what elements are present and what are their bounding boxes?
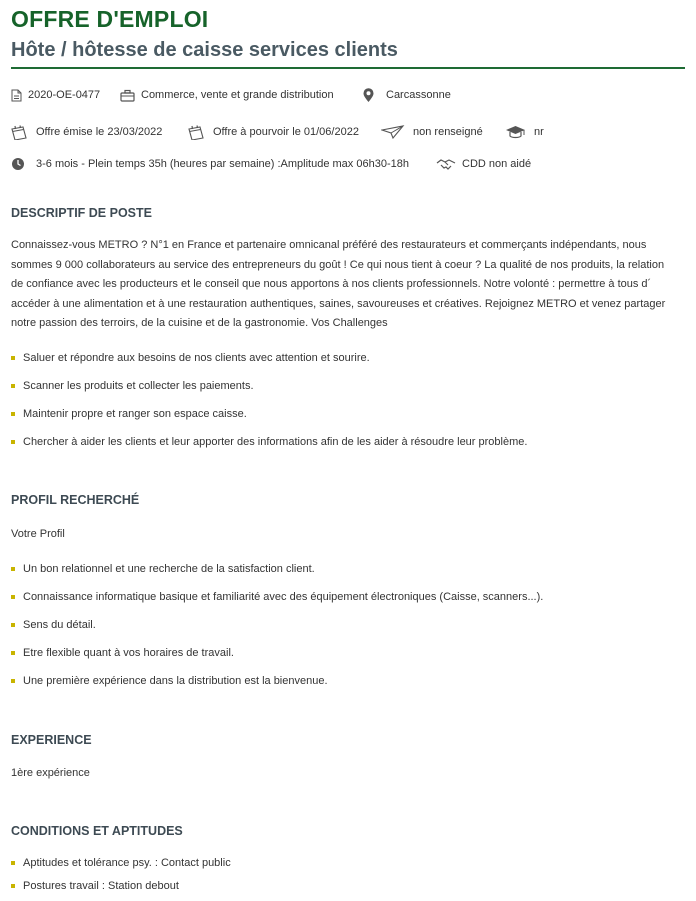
remuneration-value: non renseigné [413, 126, 483, 138]
bullet-icon [11, 679, 15, 683]
page-title: OFFRE D'EMPLOI [11, 6, 209, 32]
list-item-text: Connaissance informatique basique et familiarité avec des équipement électroniques (Caisse, scanners...). [23, 591, 544, 603]
experience-heading: EXPERIENCE [11, 733, 92, 747]
bullet-icon [11, 356, 15, 360]
title-divider [11, 67, 685, 69]
meta-education [505, 122, 544, 142]
schedule-value: 3-6 mois - Plein temps 35h (heures par semaine) :Amplitude max 06h30-18h [36, 158, 409, 170]
list-item-text: Sens du détail. [23, 619, 96, 631]
clock-icon [11, 157, 25, 171]
meta-remuneration [381, 122, 483, 142]
meta-to-fill [188, 122, 359, 142]
meta-reference [11, 85, 100, 105]
meta-issued [11, 122, 162, 142]
list-item [11, 406, 681, 422]
list-item [11, 617, 681, 633]
list-item-text: Postures travail : Station debout [23, 880, 179, 892]
meta-row-3 [11, 154, 685, 174]
location-value: Carcassonne [386, 89, 451, 101]
list-item [11, 673, 681, 689]
profil-heading: PROFIL RECHERCHÉ [11, 493, 140, 507]
list-item [11, 878, 681, 894]
descriptif-line: de confiance avec les producteurs et le conseil que nous apportons à nos clients professionnels. Notre volonté : permettre à tous d´ [11, 278, 652, 291]
map-pin-icon [362, 88, 375, 103]
list-item-text: Une première expérience dans la distribution est la bienvenue. [23, 675, 328, 687]
list-item-text: Saluer et répondre aux besoins de nos clients avec attention et sourire. [23, 352, 370, 364]
bullet-icon [11, 567, 15, 571]
list-item-text: Maintenir propre et ranger son espace caisse. [23, 408, 247, 420]
education-value: nr [534, 126, 544, 138]
descriptif-line: accéder à une alimentation et à une restauration authentiques, saines, savoureuses et créatives. Rejoignez METRO et venez partager [11, 297, 666, 310]
to-fill-value: Offre à pourvoir le 01/06/2022 [213, 126, 359, 138]
meta-contract [436, 154, 531, 174]
bullet-icon [11, 595, 15, 599]
bullet-icon [11, 412, 15, 416]
bullet-icon [11, 623, 15, 627]
profil-intro: Votre Profil [11, 528, 65, 540]
bullet-icon [11, 884, 15, 888]
meta-row-2 [11, 122, 685, 142]
list-item [11, 645, 681, 661]
list-item [11, 589, 681, 605]
bullet-icon [11, 861, 15, 865]
list-item-text: Scanner les produits et collecter les paiements. [23, 380, 254, 392]
list-item-text: Chercher à aider les clients et leur apporter des informations afin de les aider à résoudre leur problème. [23, 436, 528, 448]
bullet-icon [11, 440, 15, 444]
reference-value: 2020-OE-0477 [28, 89, 101, 101]
list-item-text: Un bon relationnel et une recherche de la satisfaction client. [23, 563, 315, 575]
meta-row-1 [11, 85, 685, 105]
meta-location [362, 85, 451, 105]
meta-schedule [11, 154, 409, 174]
paper-plane-icon [381, 125, 405, 139]
document-icon [11, 89, 22, 102]
descriptif-text [11, 236, 683, 334]
list-item [11, 855, 681, 871]
descriptif-heading: DESCRIPTIF DE POSTE [11, 206, 152, 220]
list-item [11, 350, 681, 366]
list-item [11, 434, 681, 450]
bullet-icon [11, 651, 15, 655]
list-item-text: Etre flexible quant à vos horaires de travail. [23, 647, 234, 659]
meta-sector [120, 85, 334, 105]
experience-value: 1ère expérience [11, 767, 90, 779]
briefcase-icon [120, 89, 135, 102]
conditions-heading: CONDITIONS ET APTITUDES [11, 824, 183, 838]
sector-value: Commerce, vente et grande distribution [141, 89, 334, 101]
handshake-icon [436, 157, 456, 171]
issued-value: Offre émise le 23/03/2022 [36, 126, 163, 138]
calendar-icon [188, 125, 205, 140]
calendar-icon [11, 125, 28, 140]
list-item-text: Aptitudes et tolérance psy. : Contact public [23, 857, 231, 869]
bullet-icon [11, 384, 15, 388]
descriptif-line: notre passion des terroirs, de la cuisine et de la gastronomie. Vos Challenges [11, 317, 388, 330]
descriptif-line: Connaissez-vous METRO ? N°1 en France et partenaire omnicanal préféré des restaurateurs et commerçants indépendants, nous [11, 239, 647, 251]
list-item [11, 561, 681, 577]
job-title: Hôte / hôtesse de caisse services clients [11, 39, 398, 61]
list-item [11, 378, 681, 394]
contract-value: CDD non aidé [462, 158, 532, 170]
descriptif-line: sommes 9 000 collaborateurs au service des entrepreneurs du goût ! Ce qui nous tient à coeur ? La qualité de nos produits, la relation [11, 258, 665, 271]
graduation-cap-icon [505, 125, 526, 139]
